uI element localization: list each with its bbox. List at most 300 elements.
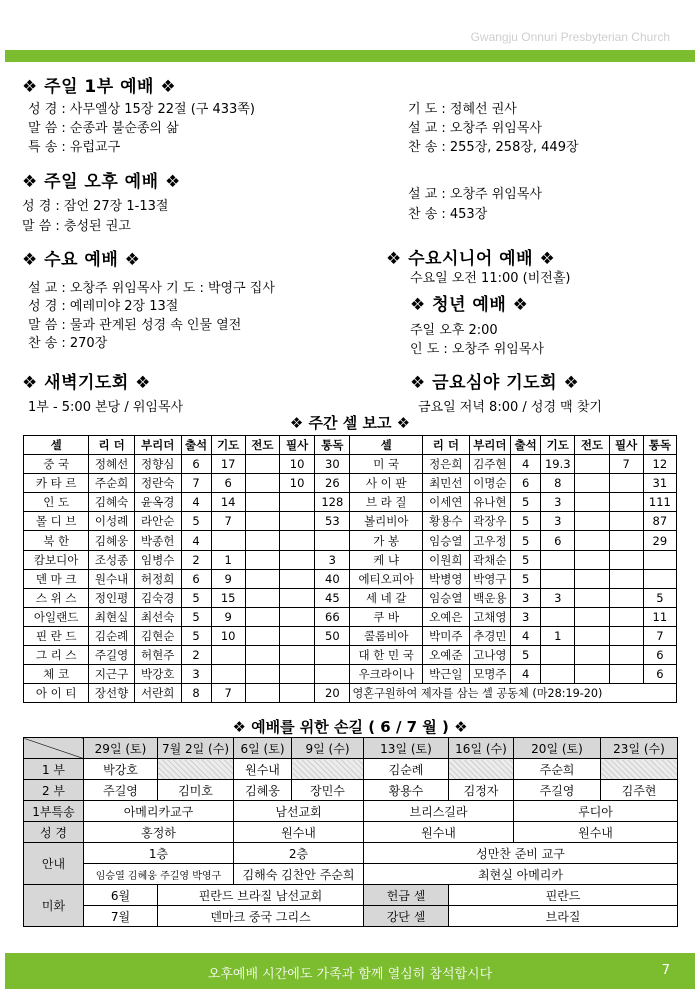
cell-prayer: 3: [541, 493, 575, 512]
second-service-helper: 주길영: [84, 780, 158, 801]
cell-prayer: [211, 646, 245, 665]
cell-evangelism: [245, 684, 279, 703]
column-header: 전도: [575, 436, 609, 455]
cell-leader: 주순희: [89, 474, 135, 493]
cell-attendance: 5: [181, 607, 211, 626]
cell-name: 몰 디 브: [24, 512, 89, 531]
cell-evangelism: [575, 474, 609, 493]
table-row: [24, 684, 677, 703]
cell-leader: 황용수: [423, 512, 470, 531]
row-label-first-service: 1 부: [24, 759, 84, 780]
cell-leader: 장선향: [89, 684, 135, 703]
cell-reading: 6: [643, 665, 676, 684]
decoration-groups: 핀란드 브라질 남선교회: [158, 885, 364, 906]
cell-reading: 50: [315, 626, 350, 645]
cell-prayer: 7: [211, 684, 245, 703]
cell-attendance: 5: [511, 569, 541, 588]
cell-prayer: [541, 550, 575, 569]
row-label-special-song: 1부특송: [24, 801, 84, 822]
cell-reading: 87: [643, 512, 676, 531]
table-row: [24, 455, 677, 474]
table-row: [24, 474, 677, 493]
cell-name: 에티오피아: [350, 569, 423, 588]
cell-prayer: [541, 665, 575, 684]
cell-reading: 26: [315, 474, 350, 493]
cell-reading: 5: [643, 588, 676, 607]
cell-evangelism: [245, 531, 279, 550]
friday-prayer-info: 금요일 저녁 8:00 / 성경 맥 찾기: [418, 400, 602, 415]
cell-subleader: 고채영: [469, 607, 510, 626]
decoration-groups: 덴마크 중국 그리스: [158, 906, 364, 927]
cell-leader: 박병영: [423, 569, 470, 588]
cell-subleader: 허현주: [134, 646, 181, 665]
cell-attendance: 2: [181, 550, 211, 569]
service-hands-table: [23, 737, 678, 927]
sunday-first-scripture: 성 경 : 사무엘상 15장 22절 (구 433쪽): [28, 102, 255, 117]
wednesday-hymns: 찬 송 : 270장: [28, 336, 108, 351]
offering-cell-label: 헌금 셀: [364, 885, 449, 906]
cell-attendance: 5: [511, 493, 541, 512]
cell-transcription: [609, 588, 643, 607]
service-date: 13일 (토): [364, 738, 449, 759]
cell-attendance: 7: [181, 474, 211, 493]
cell-subleader: 곽장우: [469, 512, 510, 531]
cell-reading: [315, 665, 350, 684]
cell-subleader: 모명주: [469, 665, 510, 684]
cell-name: 우크라이나: [350, 665, 423, 684]
special-song-group: 브리스길라: [364, 801, 514, 822]
cell-reading: 6: [643, 646, 676, 665]
cell-attendance: 4: [181, 531, 211, 550]
decoration-month: 7월: [84, 906, 158, 927]
cell-attendance: 6: [181, 569, 211, 588]
altar-cell-label: 강단 셀: [364, 906, 449, 927]
column-header: 부리더: [469, 436, 510, 455]
cell-evangelism: [245, 512, 279, 531]
cell-attendance: 3: [181, 665, 211, 684]
cell-reading: 40: [315, 569, 350, 588]
column-header: 전도: [245, 436, 279, 455]
cell-prayer: 9: [211, 607, 245, 626]
cell-attendance: 5: [511, 531, 541, 550]
cell-name: 핀 란 드: [24, 626, 89, 645]
cell-attendance: 5: [181, 588, 211, 607]
cell-reading: 31: [643, 474, 676, 493]
cell-prayer: 1: [541, 626, 575, 645]
footer-bar: [5, 953, 695, 989]
cell-attendance: 2: [181, 646, 211, 665]
cell-subleader: 서란희: [134, 684, 181, 703]
cell-subleader: 김현순: [134, 626, 181, 645]
cell-leader: 이원희: [423, 550, 470, 569]
cell-reading: [643, 569, 676, 588]
cell-evangelism: [575, 493, 609, 512]
cell-subleader: 박종헌: [134, 531, 181, 550]
cell-name: 미 국: [350, 455, 423, 474]
empty-hatched-cell: [601, 759, 678, 780]
senior-service-time: 수요일 오전 11:00 (비전홀): [410, 271, 571, 286]
wednesday-scripture: 성 경 : 예레미야 2장 13절: [28, 299, 179, 314]
cell-name: 가 봉: [350, 531, 423, 550]
second-service-helper: 김주현: [601, 780, 678, 801]
cell-reading: 66: [315, 607, 350, 626]
scripture-reader: 원수내: [514, 822, 678, 843]
cell-subleader: 고나영: [469, 646, 510, 665]
second-service-helper: 김정자: [449, 780, 514, 801]
sunday-afternoon-preacher: 설 교 : 오창주 위임목사: [408, 187, 542, 202]
cell-attendance: 4: [511, 626, 541, 645]
cell-leader: 김순례: [89, 626, 135, 645]
cell-evangelism: [575, 626, 609, 645]
cell-name: 아 이 티: [24, 684, 89, 703]
cell-name: 대 한 민 국: [350, 646, 423, 665]
cell-prayer: 6: [211, 474, 245, 493]
table-row: [24, 569, 677, 588]
guide-names: 임승열 김혜웅 주길영 박영구: [84, 864, 234, 885]
sunday-first-prayer: 기 도 : 정혜선 권사: [408, 102, 517, 117]
cell-motto: 영혼구원하여 제자를 삼는 셀 공동체 (마28:19-20): [350, 684, 677, 703]
special-song-group: 루디아: [514, 801, 678, 822]
cell-leader: 주길영: [89, 646, 135, 665]
cell-evangelism: [245, 646, 279, 665]
cell-subleader: 라안순: [134, 512, 181, 531]
service-date: 6일 (토): [234, 738, 292, 759]
friday-prayer-title: ❖ 금요심야 기도회 ❖: [410, 373, 580, 393]
cell-attendance: 8: [181, 684, 211, 703]
wednesday-preacher-prayer: 설 교 : 오창주 위임목사 기 도 : 박영구 집사: [28, 281, 275, 296]
cell-report-title: ❖ 주간 셀 보고 ❖: [289, 414, 411, 432]
youth-service-time: 주일 오후 2:00: [410, 323, 498, 338]
service-hands-title: ❖ 예배를 위한 손길 ( 6 / 7 월 ) ❖: [232, 718, 468, 736]
guide-names: 최현실 아메리카: [364, 864, 678, 885]
cell-subleader: 정향심: [134, 455, 181, 474]
cell-subleader: 정란숙: [134, 474, 181, 493]
cell-evangelism: [575, 588, 609, 607]
cell-name: 볼리비아: [350, 512, 423, 531]
wednesday-sermon: 말 씀 : 물과 관계된 성경 속 인물 열전: [28, 318, 242, 333]
cell-transcription: [279, 646, 314, 665]
service-date: 16일 (수): [449, 738, 514, 759]
second-service-helper: 주길영: [514, 780, 601, 801]
cell-evangelism: [245, 550, 279, 569]
cell-leader: 조성종: [89, 550, 135, 569]
cell-transcription: [279, 607, 314, 626]
cell-report-table: [23, 435, 677, 703]
cell-reading: 3: [315, 550, 350, 569]
cell-prayer: 8: [541, 474, 575, 493]
cell-evangelism: [575, 455, 609, 474]
cell-name: 콜롬비아: [350, 626, 423, 645]
sunday-afternoon-scripture: 성 경 : 잠언 27장 1-13절: [22, 199, 169, 214]
cell-reading: 12: [643, 455, 676, 474]
cell-name: 인 도: [24, 493, 89, 512]
cell-evangelism: [575, 665, 609, 684]
cell-subleader: 백운용: [469, 588, 510, 607]
cell-prayer: 1: [211, 550, 245, 569]
service-date: 29일 (토): [84, 738, 158, 759]
cell-name: 세 네 갈: [350, 588, 423, 607]
cell-leader: 정은희: [423, 455, 470, 474]
dawn-prayer-info: 1부 - 5:00 본당 / 위임목사: [28, 400, 184, 415]
guide-floor: 1층: [84, 843, 234, 864]
column-header: 통독: [315, 436, 350, 455]
cell-reading: 30: [315, 455, 350, 474]
cell-subleader: 이명순: [469, 474, 510, 493]
service-date: 23일 (수): [601, 738, 678, 759]
cell-prayer: 9: [211, 569, 245, 588]
cell-subleader: 박영구: [469, 569, 510, 588]
cell-reading: 20: [315, 684, 350, 703]
cell-evangelism: [245, 607, 279, 626]
cell-prayer: 7: [211, 512, 245, 531]
guide-floor: 성만찬 준비 교구: [364, 843, 678, 864]
table-row: [24, 512, 677, 531]
cell-leader: 임승열: [423, 588, 470, 607]
cell-evangelism: [575, 646, 609, 665]
cell-evangelism: [245, 665, 279, 684]
column-header: 리 더: [89, 436, 135, 455]
cell-evangelism: [575, 531, 609, 550]
cell-prayer: 14: [211, 493, 245, 512]
cell-name: 캄보디아: [24, 550, 89, 569]
cell-prayer: 17: [211, 455, 245, 474]
altar-cell-value: 브라질: [449, 906, 678, 927]
row-label-second-service: 2 부: [24, 780, 84, 801]
sunday-first-hymns: 찬 송 : 255장, 258장, 449장: [408, 140, 579, 155]
cell-prayer: 15: [211, 588, 245, 607]
scripture-reader: 원수내: [364, 822, 514, 843]
cell-subleader: 고우정: [469, 531, 510, 550]
table-row: [24, 646, 677, 665]
cell-subleader: 김주현: [469, 455, 510, 474]
cell-leader: 지근구: [89, 665, 135, 684]
cell-transcription: [279, 684, 314, 703]
cell-evangelism: [245, 588, 279, 607]
cell-leader: 이성례: [89, 512, 135, 531]
first-service-helper: 김순례: [364, 759, 449, 780]
table-row: [24, 493, 677, 512]
first-service-helper: 박강호: [84, 759, 158, 780]
cell-evangelism: [575, 607, 609, 626]
cell-name: 쿠 바: [350, 607, 423, 626]
cell-transcription: [609, 607, 643, 626]
cell-leader: 임승열: [423, 531, 470, 550]
cell-name: 체 코: [24, 665, 89, 684]
cell-subleader: 허정희: [134, 569, 181, 588]
column-header: 통독: [643, 436, 676, 455]
column-header: 기도: [541, 436, 575, 455]
cell-transcription: 10: [279, 474, 314, 493]
cell-prayer: 3: [541, 512, 575, 531]
cell-prayer: 6: [541, 531, 575, 550]
scripture-reader: 원수내: [234, 822, 364, 843]
cell-transcription: [609, 550, 643, 569]
cell-leader: 원수내: [89, 569, 135, 588]
cell-subleader: 유나현: [469, 493, 510, 512]
cell-name: 케 냐: [350, 550, 423, 569]
page-number: 7: [661, 963, 670, 978]
sunday-afternoon-sermon: 말 씀 : 충성된 권고: [22, 219, 131, 234]
cell-name: 카 타 르: [24, 474, 89, 493]
cell-leader: 오예준: [423, 646, 470, 665]
second-service-helper: 장민수: [292, 780, 364, 801]
cell-transcription: [609, 569, 643, 588]
table-row: [24, 626, 677, 645]
cell-attendance: 6: [511, 474, 541, 493]
cell-subleader: 김숙경: [134, 588, 181, 607]
cell-name: 사 이 판: [350, 474, 423, 493]
cell-attendance: 4: [511, 455, 541, 474]
cell-leader: 박근일: [423, 665, 470, 684]
cell-prayer: 19.3: [541, 455, 575, 474]
cell-name: 스 위 스: [24, 588, 89, 607]
special-song-group: 남선교회: [234, 801, 364, 822]
cell-reading: [315, 646, 350, 665]
cell-transcription: [279, 588, 314, 607]
cell-subleader: 윤옥경: [134, 493, 181, 512]
cell-transcription: [279, 512, 314, 531]
column-header: 셀: [24, 436, 89, 455]
cell-attendance: 5: [181, 626, 211, 645]
table-row: [24, 665, 677, 684]
cell-leader: 최현실: [89, 607, 135, 626]
column-header: 출석: [181, 436, 211, 455]
cell-transcription: 7: [609, 455, 643, 474]
cell-reading: [315, 531, 350, 550]
sunday-first-service-title: ❖ 주일 1부 예배 ❖: [22, 77, 177, 97]
cell-reading: 111: [643, 493, 676, 512]
cell-name: 중 국: [24, 455, 89, 474]
cell-reading: 11: [643, 607, 676, 626]
cell-evangelism: [245, 474, 279, 493]
row-label-scripture: 성 경: [24, 822, 84, 843]
column-header: 기도: [211, 436, 245, 455]
cell-attendance: 5: [511, 512, 541, 531]
first-service-helper: 주순희: [514, 759, 601, 780]
cell-leader: 김혜숙: [89, 493, 135, 512]
cell-evangelism: [575, 569, 609, 588]
cell-evangelism: [245, 455, 279, 474]
cell-reading: 45: [315, 588, 350, 607]
cell-subleader: 최선숙: [134, 607, 181, 626]
cell-transcription: [609, 474, 643, 493]
cell-prayer: 3: [541, 588, 575, 607]
cell-name: 북 한: [24, 531, 89, 550]
cell-evangelism: [245, 626, 279, 645]
sunday-afternoon-hymns: 찬 송 : 453장: [408, 207, 488, 222]
column-header: 필사: [279, 436, 314, 455]
cell-transcription: [279, 531, 314, 550]
cell-name: 덴 마 크: [24, 569, 89, 588]
offering-cell-value: 핀란드: [449, 885, 678, 906]
cell-evangelism: [575, 550, 609, 569]
cell-attendance: 3: [511, 607, 541, 626]
cell-transcription: [279, 626, 314, 645]
cell-leader: 김혜웅: [89, 531, 135, 550]
cell-transcription: 10: [279, 455, 314, 474]
cell-subleader: 추경민: [469, 626, 510, 645]
wednesday-service-title: ❖ 수요 예배 ❖: [22, 250, 141, 270]
cell-leader: 정혜선: [89, 455, 135, 474]
cell-prayer: [541, 646, 575, 665]
senior-service-title: ❖ 수요시니어 예배 ❖: [386, 249, 556, 269]
cell-reading: [643, 550, 676, 569]
table-row: [24, 531, 677, 550]
empty-hatched-cell: [292, 759, 364, 780]
table-row: [24, 607, 677, 626]
cell-leader: 최민선: [423, 474, 470, 493]
cell-name: 브 라 질: [350, 493, 423, 512]
footer-message: 오후예배 시간에도 가족과 함께 열심히 참석합시다: [207, 967, 493, 982]
table-row: [24, 588, 677, 607]
guide-floor: 2층: [234, 843, 364, 864]
cell-transcription: [609, 493, 643, 512]
cell-name: 아일랜드: [24, 607, 89, 626]
cell-attendance: 5: [181, 512, 211, 531]
cell-leader: 박미주: [423, 626, 470, 645]
cell-transcription: [279, 569, 314, 588]
cell-attendance: 4: [181, 493, 211, 512]
second-service-helper: 김미호: [158, 780, 234, 801]
youth-service-title: ❖ 청년 예배 ❖: [410, 295, 529, 315]
cell-reading: 7: [643, 626, 676, 645]
first-service-helper: 원수내: [234, 759, 292, 780]
cell-name: 그 리 스: [24, 646, 89, 665]
cell-transcription: [609, 646, 643, 665]
cell-reading: 128: [315, 493, 350, 512]
cell-prayer: 10: [211, 626, 245, 645]
empty-hatched-cell: [158, 759, 234, 780]
cell-reading: 29: [643, 531, 676, 550]
cell-transcription: [609, 665, 643, 684]
cell-transcription: [609, 626, 643, 645]
cell-attendance: 6: [181, 455, 211, 474]
cell-evangelism: [575, 512, 609, 531]
column-header: 출석: [511, 436, 541, 455]
row-label-guide: 안내: [24, 843, 84, 885]
column-header: 부리더: [134, 436, 181, 455]
cell-evangelism: [245, 569, 279, 588]
cell-prayer: [211, 665, 245, 684]
youth-service-leader: 인 도 : 오창주 위임목사: [410, 342, 544, 357]
cell-prayer: [541, 607, 575, 626]
guide-names: 김해숙 김찬안 주순희: [234, 864, 364, 885]
row-label-decoration: 미화: [24, 885, 84, 927]
service-corner-cell: [24, 738, 84, 759]
decoration-month: 6월: [84, 885, 158, 906]
column-header: 필사: [609, 436, 643, 455]
sunday-first-special-song: 특 송 : 유럽교구: [28, 140, 121, 155]
cell-leader: 오예은: [423, 607, 470, 626]
cell-transcription: [609, 531, 643, 550]
cell-evangelism: [245, 493, 279, 512]
cell-attendance: 5: [511, 550, 541, 569]
service-date: 9일 (수): [292, 738, 364, 759]
cell-transcription: [279, 550, 314, 569]
cell-subleader: 곽채순: [469, 550, 510, 569]
second-service-helper: 김혜웅: [234, 780, 292, 801]
special-song-group: 아메리카교구: [84, 801, 234, 822]
cell-leader: 정인평: [89, 588, 135, 607]
dawn-prayer-title: ❖ 새벽기도회 ❖: [22, 373, 151, 393]
cell-subleader: 박강호: [134, 665, 181, 684]
sunday-afternoon-service-title: ❖ 주일 오후 예배 ❖: [22, 172, 181, 192]
second-service-helper: 황용수: [364, 780, 449, 801]
table-row: [24, 550, 677, 569]
cell-prayer: [541, 569, 575, 588]
cell-leader: 이세연: [423, 493, 470, 512]
service-date: 7월 2일 (수): [158, 738, 234, 759]
